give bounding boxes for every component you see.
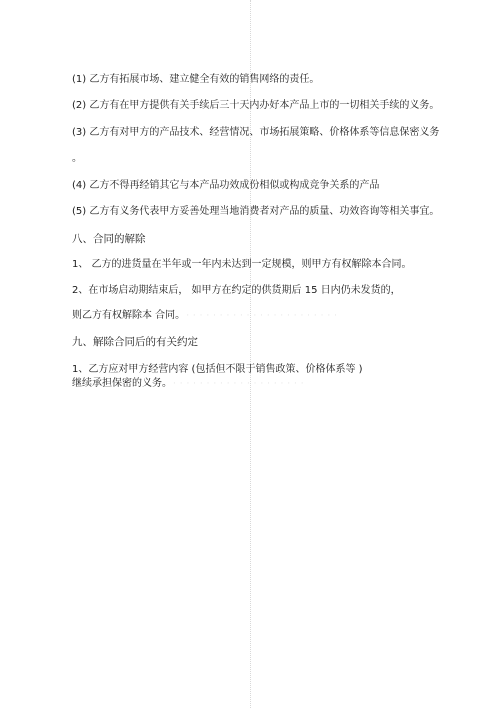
clause-4: (4) 乙方不得再经销其它与本产品功效成份相似或构成竞争关系的产品 bbox=[72, 180, 380, 191]
section-9-item-1-cont-text: 继续承担保密的义务。 bbox=[72, 378, 167, 389]
clause-3: (3) 乙方有对甲方的产品技术、经营情况、市场拓展策略、价格体系等信息保密义务 bbox=[72, 127, 440, 138]
section-9-item-1-cont bbox=[72, 377, 304, 391]
section-8-item-2-cont bbox=[72, 309, 337, 323]
clause-3-end: 。 bbox=[72, 153, 82, 164]
clause-2: (2) 乙方有在甲方提供有关手续后三十天内办好本产品上市的一切相关手续的义务。 bbox=[72, 100, 440, 111]
section-8-title: 八、合同的解除 bbox=[72, 233, 146, 245]
section-8-item-1: 1、 乙方的进货量在半年或一年内未达到一定规模，则甲方有权解除本合同。 bbox=[72, 259, 412, 270]
clause-1: (1) 乙方有拓展市场、建立健全有效的销售网络的责任。 bbox=[72, 74, 320, 85]
section-9-item-1: 1、乙方应对甲方经营内容 (包括但不限于销售政策、价格体系等 ) bbox=[72, 364, 363, 375]
clause-5: (5) 乙方有义务代表甲方妥善处理当地消费者对产品的质量、功效咨询等相关事宜。 bbox=[72, 206, 440, 217]
faint-watermark-1: · · · · · · · · · · · · · · · · · · · · · · · bbox=[186, 311, 338, 321]
section-8-item-2: 2、在市场启动期结束后， 如甲方在约定的供货期后 15 日内仍未发货的， bbox=[72, 285, 401, 296]
section-9-title: 九、解除合同后的有关约定 bbox=[72, 336, 198, 348]
faint-watermark-2: · · · · · · · · · · · · · · · · · · · · bbox=[173, 379, 305, 389]
section-8-item-2-cont-text: 则乙方有权解除本 合同。 bbox=[72, 310, 181, 321]
